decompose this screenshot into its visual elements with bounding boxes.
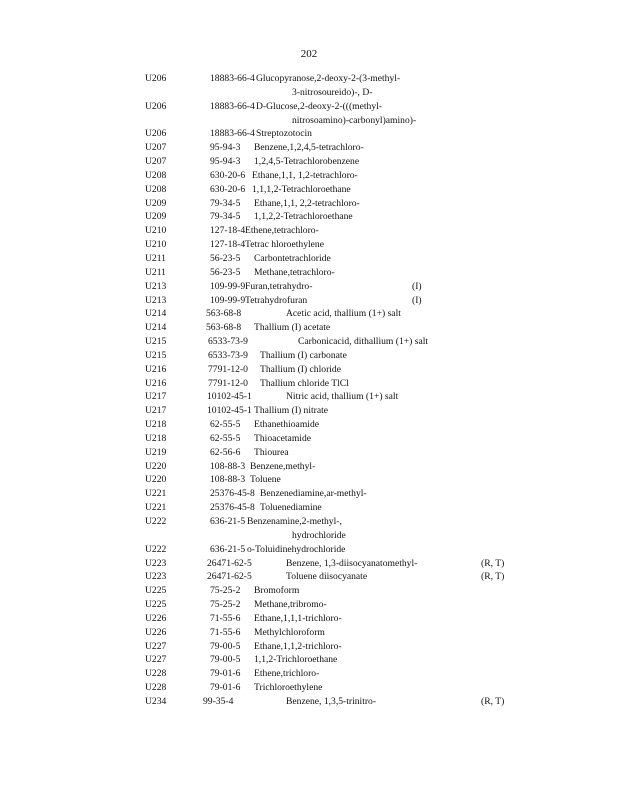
substance-name: Ethene,tetrachloro- — [245, 225, 319, 237]
waste-code: U218 — [145, 432, 167, 444]
substance-name: Benzene,methyl- — [250, 460, 316, 472]
table-row — [0, 377, 618, 391]
hazard-code: (I) — [412, 294, 422, 306]
cas-number: 108-88-3 — [210, 474, 246, 486]
substance-name: Benzene, 1,3-diisocyanatomethyl- — [286, 557, 418, 569]
cas-number: 7791-12-0 — [208, 363, 248, 375]
waste-code: U206 — [145, 100, 167, 112]
cas-number: 62-55-5 — [210, 432, 241, 444]
cas-number: 75-25-2 — [210, 599, 241, 611]
table-row — [0, 197, 618, 211]
table-row — [0, 280, 618, 294]
table-row — [0, 169, 618, 183]
cas-number: 109-99-9 — [210, 280, 246, 292]
substance-name: Thioacetamide — [254, 432, 312, 444]
table-row — [0, 238, 618, 252]
cas-number: 79-01-6 — [210, 682, 241, 694]
table-row — [0, 155, 618, 169]
cas-number: 71-55-6 — [210, 612, 241, 624]
table-row — [0, 460, 618, 474]
waste-code: U222 — [145, 543, 167, 555]
table-row — [0, 349, 618, 363]
substance-name: Carbonicacid, dithallium (1+) salt — [298, 336, 429, 348]
waste-code: U216 — [145, 363, 167, 375]
cas-number: 62-56-6 — [210, 446, 241, 458]
substance-name: Bromoform — [254, 585, 300, 597]
substance-name: 1,1,2-Trichloroethane — [254, 654, 338, 666]
waste-code: U223 — [145, 571, 167, 583]
cas-number: 26471-62-5 — [207, 571, 252, 583]
substance-name-continued: hydrochloride — [292, 529, 346, 541]
waste-code: U220 — [145, 474, 167, 486]
waste-code: U207 — [145, 156, 167, 168]
table-row — [0, 695, 618, 709]
waste-code: U217 — [145, 391, 167, 403]
waste-code: U206 — [145, 73, 167, 84]
waste-code: U225 — [145, 585, 167, 597]
waste-code: U222 — [145, 516, 167, 527]
cas-number: 127-18-4 — [210, 239, 246, 251]
cas-number: 79-00-5 — [210, 654, 241, 666]
substance-name: 1,1,1,2-Tetrachloroethane — [252, 183, 351, 195]
cas-number: 56-23-5 — [210, 266, 241, 278]
table-row — [0, 100, 618, 128]
waste-code: U207 — [145, 142, 167, 154]
hazard-code: (R, T) — [481, 695, 505, 707]
cas-number: 25376-45-8 — [210, 488, 255, 500]
table-row — [0, 667, 618, 681]
table-row — [0, 321, 618, 335]
cas-number: 630-20-6 — [210, 169, 246, 181]
substance-name: Benzenediamine,ar-methyl- — [260, 488, 367, 500]
waste-code: U219 — [145, 446, 167, 458]
waste-code: U221 — [145, 502, 167, 514]
table-row — [0, 557, 618, 571]
waste-code: U228 — [145, 682, 167, 694]
substance-name: Ethene,trichloro- — [254, 668, 320, 680]
cas-number: 75-25-2 — [210, 585, 241, 597]
hazardous-waste-table — [0, 72, 618, 709]
waste-code: U209 — [145, 197, 167, 209]
table-row — [0, 640, 618, 654]
table-row — [0, 252, 618, 266]
waste-code: U220 — [145, 460, 167, 472]
cas-number: 18883-66-4 — [210, 128, 255, 140]
table-row — [0, 390, 618, 404]
substance-name: Methane,tetrachloro- — [254, 266, 335, 278]
table-row — [0, 307, 618, 321]
cas-number: 10102-45-1 — [207, 391, 252, 403]
substance-name: Furan,tetrahydro- — [245, 280, 313, 292]
substance-name: Ethanethioamide — [254, 419, 320, 431]
table-row — [0, 515, 618, 543]
waste-code: U226 — [145, 612, 167, 624]
cas-number: 71-55-6 — [210, 626, 241, 638]
table-row — [0, 266, 618, 280]
cas-number: 7791-12-0 — [208, 377, 248, 389]
substance-name: Toluene — [250, 474, 281, 486]
cas-number: 10102-45-1 — [207, 405, 252, 417]
substance-name: Thallium (I) nitrate — [254, 405, 329, 417]
waste-code: U226 — [145, 626, 167, 638]
substance-name: o-Toluidinehydrochloride — [247, 543, 346, 555]
substance-name: 1,1,2,2-Tetrachloroethane — [254, 211, 353, 223]
cas-number: 95-94-3 — [210, 156, 241, 168]
substance-name: Methane,tribromo- — [254, 599, 327, 611]
substance-name: Benzene,1,2,4,5-tetrachloro- — [254, 142, 364, 154]
substance-name: Thallium (I) chloride — [260, 363, 341, 375]
table-row — [0, 626, 618, 640]
waste-code: U227 — [145, 654, 167, 666]
cas-number: 563-68-8 — [206, 308, 242, 320]
cas-number: 95-94-3 — [210, 142, 241, 154]
substance-name-continued: 3-nitrosoureido)-, D- — [292, 86, 373, 98]
cas-number: 26471-62-5 — [207, 557, 252, 569]
substance-name: Toluenediamine — [260, 502, 322, 514]
waste-code: U213 — [145, 280, 167, 292]
waste-code: U225 — [145, 599, 167, 611]
table-row — [0, 224, 618, 238]
table-row — [0, 446, 618, 460]
substance-name-continued: nitrosoamino)-carbonyl)amino)- — [292, 114, 417, 126]
substance-name: Methylchloroform — [254, 626, 325, 638]
substance-name: Acetic acid, thallium (1+) salt — [286, 308, 401, 320]
table-row — [0, 210, 618, 224]
table-row — [0, 598, 618, 612]
waste-code: U228 — [145, 668, 167, 680]
substance-name: Trichloroethylene — [254, 682, 323, 694]
waste-code: U209 — [145, 211, 167, 223]
waste-code: U221 — [145, 488, 167, 500]
table-row — [0, 72, 618, 100]
substance-name: Glucopyranose,2-deoxy-2-(3-methyl- — [256, 73, 401, 84]
cas-number: 127-18-4 — [210, 225, 246, 237]
waste-code: U213 — [145, 294, 167, 306]
table-row — [0, 653, 618, 667]
substance-name: Carbontetrachloride — [254, 252, 331, 264]
table-row — [0, 501, 618, 515]
waste-code: U234 — [145, 695, 167, 707]
waste-code: U211 — [145, 252, 166, 264]
substance-name: Nitric acid, thallium (1+) salt — [286, 391, 399, 403]
substance-name: Thallium chloride TlCl — [260, 377, 349, 389]
substance-name: Benzene, 1,3,5-trinitro- — [286, 695, 377, 707]
hazard-code: (R, T) — [481, 571, 505, 583]
cas-number: 18883-66-4 — [210, 100, 255, 112]
table-row — [0, 543, 618, 557]
waste-code: U223 — [145, 557, 167, 569]
cas-number: 18883-66-4 — [210, 73, 255, 84]
cas-number: 108-88-3 — [210, 460, 246, 472]
table-row — [0, 612, 618, 626]
substance-name: Ethane,1,1,2-trichloro- — [254, 640, 342, 652]
waste-code: U214 — [145, 308, 167, 320]
cas-number: 109-99-9 — [210, 294, 246, 306]
substance-name: Ethane,1,1, 1,2-tetrachloro- — [252, 169, 358, 181]
table-row — [0, 363, 618, 377]
substance-name: Ethane,1,1,1-trichloro- — [254, 612, 342, 624]
table-row — [0, 432, 618, 446]
waste-code: U214 — [145, 322, 167, 334]
waste-code: U206 — [145, 128, 167, 140]
table-row — [0, 487, 618, 501]
waste-code: U215 — [145, 349, 167, 361]
table-row — [0, 127, 618, 141]
waste-code: U210 — [145, 239, 167, 251]
table-row — [0, 584, 618, 598]
table-row — [0, 141, 618, 155]
cas-number: 79-34-5 — [210, 197, 241, 209]
cas-number: 636-21-5 — [210, 516, 246, 527]
cas-number: 79-01-6 — [210, 668, 241, 680]
substance-name: Benzenamine,2-methyl-, — [247, 516, 342, 527]
hazard-code: (R, T) — [481, 557, 505, 569]
substance-name: Tetrac hloroethylene — [245, 239, 324, 251]
waste-code: U208 — [145, 169, 167, 181]
table-row — [0, 335, 618, 349]
cas-number: 6533-73-9 — [208, 349, 248, 361]
table-row — [0, 418, 618, 432]
substance-name: Tetrahydrofuran — [245, 294, 308, 306]
substance-name: D-Glucose,2-deoxy-2-(((methyl- — [256, 100, 383, 112]
waste-code: U217 — [145, 405, 167, 417]
cas-number: 79-00-5 — [210, 640, 241, 652]
table-row — [0, 294, 618, 308]
waste-code: U208 — [145, 183, 167, 195]
substance-name: Toluene diisocyanate — [286, 571, 368, 583]
table-row — [0, 404, 618, 418]
cas-number: 636-21-5 — [210, 543, 246, 555]
substance-name: 1,2,4,5-Tetrachlorobenzene — [254, 156, 360, 168]
cas-number: 25376-45-8 — [210, 502, 255, 514]
waste-code: U215 — [145, 336, 167, 348]
waste-code: U227 — [145, 640, 167, 652]
waste-code: U216 — [145, 377, 167, 389]
substance-name: Thallium (I) carbonate — [260, 349, 347, 361]
cas-number: 79-34-5 — [210, 211, 241, 223]
cas-number: 99-35-4 — [203, 695, 234, 707]
cas-number: 630-20-6 — [210, 183, 246, 195]
table-row — [0, 681, 618, 695]
page-number: 202 — [300, 48, 318, 60]
waste-code: U210 — [145, 225, 167, 237]
table-row — [0, 570, 618, 584]
hazard-code: (I) — [412, 280, 422, 292]
substance-name: Streptozotocin — [256, 128, 312, 140]
table-row — [0, 473, 618, 487]
cas-number: 6533-73-9 — [208, 336, 248, 348]
waste-code: U218 — [145, 419, 167, 431]
waste-code: U211 — [145, 266, 166, 278]
cas-number: 563-68-8 — [206, 322, 242, 334]
cas-number: 62-55-5 — [210, 419, 241, 431]
cas-number: 56-23-5 — [210, 252, 241, 264]
substance-name: Ethane,1,1, 2,2-tetrachloro- — [254, 197, 360, 209]
substance-name: Thiourea — [254, 446, 289, 458]
table-row — [0, 183, 618, 197]
substance-name: Thallium (I) acetate — [254, 322, 331, 334]
